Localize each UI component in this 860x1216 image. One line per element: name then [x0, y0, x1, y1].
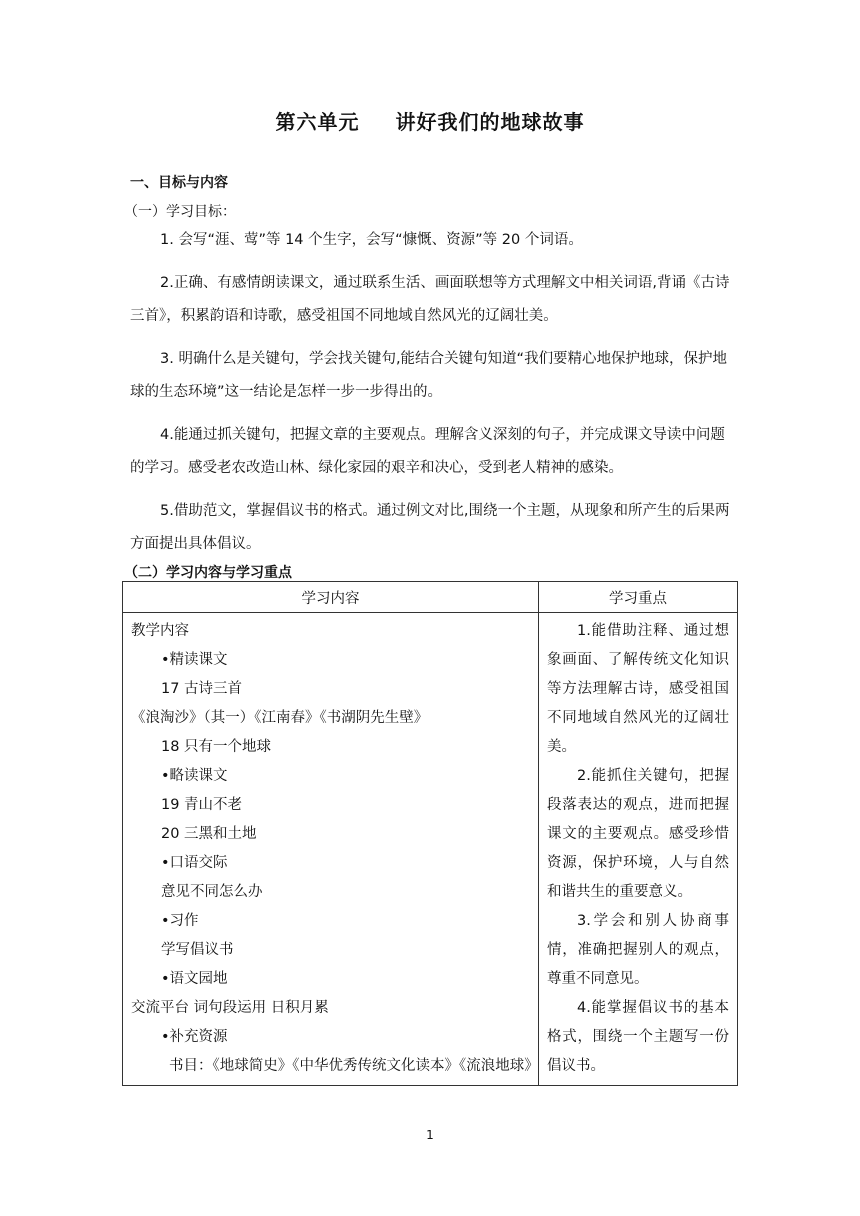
- title-theme: 讲好我们的地球故事: [395, 110, 585, 134]
- section-heading-goals-content: 一、目标与内容: [130, 175, 228, 191]
- focus-item: 2.能抓住关键句，把握段落表达的观点，进而把握课文的主要观点。感受珍惜资源，保护环境，人与自然和谐共生的重要意义。: [547, 768, 729, 900]
- content-list-item: •补充资源: [161, 1029, 228, 1045]
- page-title: [0, 106, 860, 135]
- content-list-item: 18 只有一个地球: [161, 739, 272, 755]
- page-number: 1: [426, 1128, 434, 1142]
- focus-item: 1.能借助注释、通过想象画面、了解传统文化知识等方法理解古诗，感受祖国不同地域自然风光的辽阔壮美。: [547, 623, 729, 755]
- section-heading-content-focus: （二）学习内容与学习重点: [124, 565, 292, 581]
- focus-cell: [539, 613, 738, 1086]
- goal-item: 2.正确、有感情朗读课文，通过联系生活、画面联想等方式理解文中相关词语,背诵《古诗三首》，积累韵语和诗歌，感受祖国不同地域自然风光的辽阔壮美。: [130, 275, 730, 324]
- table-row: [123, 613, 738, 1086]
- content-cell: [123, 613, 539, 1086]
- content-list-item: •略读课文: [161, 768, 228, 784]
- focus-item: 3.学会和别人协商事情，准确把握别人的观点，尊重不同意见。: [547, 913, 729, 987]
- content-list-item: 教学内容: [131, 623, 189, 639]
- content-list-item: 学写倡议书: [161, 942, 234, 958]
- content-list-item: 17 古诗三首: [161, 681, 243, 697]
- content-list-item: •精读课文: [161, 652, 228, 668]
- goals-list: [130, 224, 730, 571]
- title-unit: 第六单元: [275, 110, 360, 134]
- content-list-item: 书目：《地球简史》《中华优秀传统文化读本》《流浪地球》: [169, 1058, 539, 1074]
- goal-item: 4.能通过抓关键句，把握文章的主要观点。理解含义深刻的句子，并完成课文导读中问题的学习。感受老农改造山林、绿化家园的艰辛和决心，受到老人精神的感染。: [130, 427, 725, 476]
- content-list-item: •口语交际: [161, 855, 228, 871]
- header-content: 学习内容: [123, 582, 539, 613]
- content-list-item: 意见不同怎么办: [161, 884, 263, 900]
- goal-item: 1. 会写“涯、莺”等 14 个生字，会写“慷慨、资源”等 20 个词语。: [160, 232, 583, 248]
- header-focus: 学习重点: [539, 582, 738, 613]
- content-list-item: 20 三黑和土地: [161, 826, 257, 842]
- table-header-row: [123, 582, 738, 613]
- content-list-item: •习作: [161, 913, 199, 929]
- content-focus-table: [122, 581, 738, 1086]
- subheading-learning-goals: （一）学习目标：: [124, 204, 236, 220]
- content-list-item: 《浪淘沙》（其一）《江南春》《书湖阴先生壁》: [131, 710, 429, 726]
- content-list-item: 19 青山不老: [161, 797, 243, 813]
- content-list-item: •语文园地: [161, 971, 228, 987]
- focus-item: 4.能掌握倡议书的基本格式，围绕一个主题写一份倡议书。: [547, 1000, 729, 1074]
- content-list-item: 交流平台 词句段运用 日积月累: [131, 1000, 329, 1016]
- goal-item: 5.借助范文，掌握倡议书的格式。通过例文对比,围绕一个主题，从现象和所产生的后果两方面提出具体倡议。: [130, 503, 730, 552]
- goal-item: 3. 明确什么是关键句，学会找关键句,能结合关键句知道“我们要精心地保护地球，保护地球的生态环境”这一结论是怎样一步一步得出的。: [130, 351, 728, 400]
